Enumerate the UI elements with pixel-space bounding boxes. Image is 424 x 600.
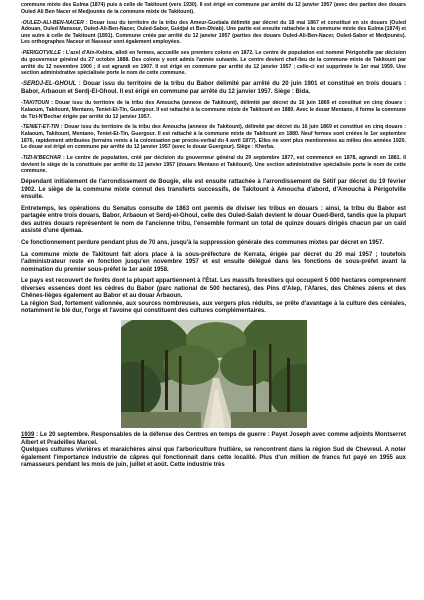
paragraph-tizi-n-bechar [21,155,406,175]
year-1939: 1939 [21,432,35,439]
photo-container [21,320,406,428]
body-tizi-n-bechar: : Le centre de population, créé par décision du gouverneur général du 29 septembre 1877, est commencé en 1878, agrandi en 1881. Il devient le siège de la constituée par arrêté du 12 janvier 1957 (douars Mentano et Takitount). Une section administrative spécialisée porte le nom de cette commune. [21,155,406,175]
paragraph-intro: commune mixte des Eulma (1874) puis à celle de Takitount (vers 1930). Il est érigé en commune par arrêté du 12 janvier 1957 (avec des parties des douars Ouled Ali Ben Nacer et Medjounès de la commune mixte de Takitount). [21,2,406,15]
heading-takitoun: -TAKITOUN [21,100,50,107]
paragraph-perigotville [21,50,406,76]
heading-ouled-ali-ben-nacer: -OULED-ALI-BEN-NACER [21,19,84,26]
paragraph-arrondissement: Dépendant initialement de l'arrondissement de Bougie, elle est ensuite rattachée à l'arrondissement de Sétif par décret du 19 février 1902. Le siège de la commune mixte connut des transferts successifs, de Takitount à Amoucha d'abord, d'Amoucha à Périgotville ensuite. [21,179,406,201]
paragraph-ouled-ali-ben-nacer [21,20,406,46]
paragraph-fonctionnement: Ce fonctionnement perdure pendant plus de 70 ans, jusqu'à la suppression générale des communes mixtes par décret en 1957. [21,240,384,247]
paragraph-forets: Le pays est recouvert de forêts dont la plupart appartiennent à l'État. Les massifs forestiers qui occupent 5 000 hectares comprennent diverses essences dont les cèdres du Babor (parc national de 500 hectares), des Pins d'Alep, l'Afares, des Chênes zéens et des Chênes-lièges également au Babor et au douar Arbaoun. [21,278,406,300]
paragraph-region-sud: La région Sud, fortement vallonnée, aux sources nombreuses, aux vergers plus réduits, se prête d'avantage à la culture des céréales, notamment le blé dur, l'orge et l'avoine qui constituent des cultures complémentaires. [21,300,406,315]
body-serdj-el-ghoul: : Douar issu du territoire de la tribu du Babor délimité par arrêté du 20 juin 1901 et constitué en trois douars : Babor, Arbaoun et Serdj-El-Ghoul. Il est érigé en commune par arrêté du 12 janvier 1957. Siège : Bida. [21,81,406,95]
paragraph-takitoun [21,100,406,120]
heading-serdj-el-ghoul: -SERDJ-EL-GHOUL [21,81,77,88]
body-1939: : Le 20 septembre. Responsables de la défense des Centres en temps de guerre : Payet Joseph avec comme adjoints Montserret Albert et Pradeilles Marcel. [21,432,406,446]
paragraph-teniet-et-tin [21,124,406,150]
body-perigotville: : L'azel d'Aïn-Kebira, alloti en fermes, accueille ses premiers colons en 1872. Le centre de population est nommé Périgotville par décision du gouverneur général du 27 octobre 1888. Des colons y sont admis l'année suivante. Le centre devient chef-lieu de la commune mixte de Takitount par arrêté du 12 novembre 1900 ; il est agrandi en 1907. Il est érigé en commune par arrêté du 12 janvier 1957 ; celle-ci est supprimée le 1er mai 1959. Une section administrative spécialisée porte le nom de cette commune. [21,50,406,77]
paragraph-1939 [21,432,406,447]
paragraph-cultures-vivrieres: Quelques cultures vivrières et maraîchères ainsi que l'arboriculture fruitière, se rencontrent dans la région Sud de Chevreul. A noter également l'importance industrie de câpres qui fonctionnait dans cette localité. Plus d'un million de francs fut payé en 1955 aux ramasseurs pendant les mois de juin, juillet et août. Cette industrie très [21,447,406,469]
body-takitoun: : Douar issu du territoire de la tribu des Amoucha (annexe de Takitount), délimité par décret du 16 juin 1869 et constitué en cinq douars : Kalaoum, Takitount, Mentano, Teniet-Et-Tin, Guergour. Il est rattaché à la commune mixte de Takitount en 1880. Avec le douar Mentano, il forme la commune de Tizi-N'Bechar érigée par arrêté du 12 janvier 1957. [21,100,406,120]
heading-perigotville: -PERIGOTVILLE [21,50,61,57]
body-teniet-et-tin: : Douar issu du territoire de la tribu des Amoucha (annexe de Takitount), délimité par décret du 16 juin 1869 et constitué en cinq douars : Kalaoum, Takitount, Mentano, Teniet-Et-Tin, Guergour. Il est rattaché à la commune mixte de Takitount en 1880. Neuf fermes sont créées le 1er septembre 1876, rapidement attribuées (terrains remis à la colonisation par procès-verbal du 4 avril 1877). Elles ne sont plus mentionnées au milieu des années 1920. Le douar est érigé en commune par arrêté du 12 janvier 1957 (avec le douar Guergour). Siège : Kherba. [21,124,406,151]
body-ouled-ali-ben-nacer: : Douar issu du territoire de la tribu des Ameur-Guebala délimité par décret du 18 mai 1867 et constitué en six douars (Ouled Adouan, Ouled Mansour, Ouled-Ali-Ben-Nacer, Ouled-Sabor, Guidjal et Ben-Dhiab). Une partie est ensuite rattachée à la commune mixte des Eulma (1874) et une autre à celle de Takitount (1891). Commune créée par arrêté du 12 janvier 1957 (parties des douars Ouled-Ali-Ben-Nacer, Ouled-Sabor et Medjounès). Les orthographes Naceur et Nasseur sont également employées. [21,19,406,46]
paragraph-senatus-consulte: Entretemps, les opérations du Senatus consulte de 1863 ont permis de diviser les tribus en douars : ainsi, la tribu du Babor est partagée entre trois douars, Babor, Arbaoun et Serdj-el-Ghoul, celle des Ouled-Salah devient le douar Oued-Berd, tandis que la plupart des autres douars représentent le nom de l'ancienne tribu, l'ensemble formant un total de quinze douars dirigés chacun par un caïd assisté d'une djemaa. [21,206,406,235]
heading-teniet-et-tin: -TENIET-ET-TIN [21,124,60,131]
paragraph-serdj-el-ghoul [21,81,406,96]
paragraph-sous-prefecture: La commune mixte de Takitount fait alors place à la sous-préfecture de Kerrata, érigée par décret du 20 mai 1957 ; toutefois l'administrateur reste en fonction jusqu'en novembre 1957 et est ensuite délégué dans les fonctions de sous-préfet avant la nomination du premier sous-préfet le 1er août 1958. [21,251,406,273]
forest-road-photo [121,320,307,428]
heading-tizi-n-bechar: -TIZI-N'BECHAR [21,155,61,162]
